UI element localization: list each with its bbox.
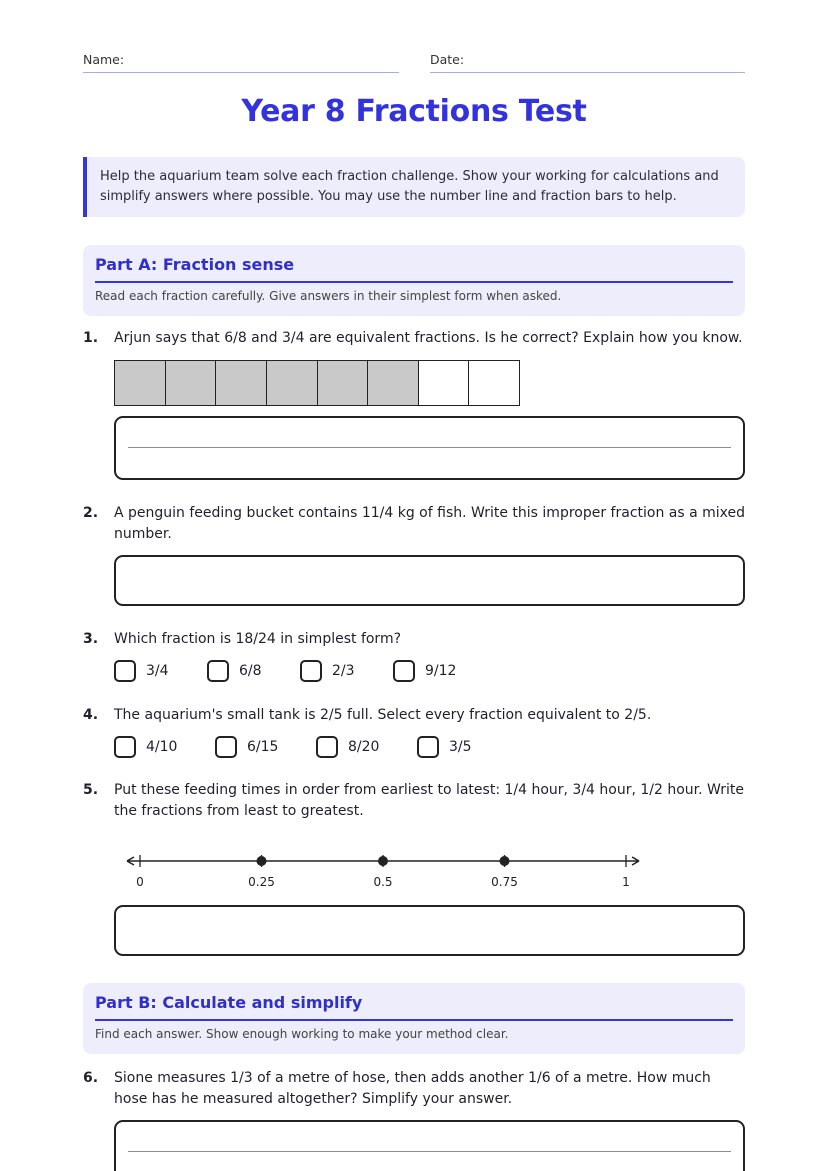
part-b-header [83,983,745,1054]
option[interactable] [215,736,316,758]
answer-box-2[interactable] [114,555,745,606]
page-title: Year 8 Fractions Test [241,94,587,129]
checkbox[interactable] [114,660,136,682]
part-b-note: Find each answer. Show enough working to make your method clear. [95,1027,509,1041]
date-field[interactable] [430,52,745,67]
number-line-point [500,856,510,866]
question-number: 1. [83,330,99,346]
option[interactable] [417,736,518,758]
option-label: 6/8 [239,663,262,679]
name-field[interactable] [83,52,399,67]
fraction-bar [114,360,520,406]
name-label: Name: [83,52,125,67]
number-line-point [257,856,267,866]
question-text: Which fraction is 18/24 in simplest form? [114,631,402,647]
fraction-bar-cell [419,361,470,405]
fraction-bar-cell-shaded [368,361,419,405]
part-a-header [83,245,745,316]
fraction-bar-cell-shaded [318,361,369,405]
answer-box-1[interactable] [114,416,745,480]
part-b-divider [95,1019,733,1021]
number-line [120,850,650,898]
number-line-tick-label: 0.75 [491,875,518,889]
answer-line [128,447,731,448]
option-label: 3/5 [449,739,472,755]
question-number: 6. [83,1070,99,1086]
fraction-bar-cell [469,361,519,405]
part-a-divider [95,281,733,283]
instructions-box: Help the aquarium team solve each fraction challenge. Show your working for calculations and simplify answers where possible. You may use the number line and fraction bars to help. [83,157,745,217]
checkbox[interactable] [417,736,439,758]
checkbox[interactable] [215,736,237,758]
fraction-bar-cell-shaded [267,361,318,405]
question-number: 3. [83,631,99,647]
option-label: 6/15 [247,739,279,755]
checkbox[interactable] [207,660,229,682]
option[interactable] [300,660,393,682]
name-write-line[interactable] [83,72,399,73]
option[interactable] [207,660,300,682]
question-text: Put these feeding times in order from earliest to latest: 1/4 hour, 3/4 hour, 1/2 hour. Write the fractions from least to greatest. [114,782,745,819]
option[interactable] [316,736,417,758]
question-text: The aquarium's small tank is 2/5 full. Select every fraction equivalent to 2/5. [114,707,652,723]
question-text: Arjun says that 6/8 and 3/4 are equivalent fractions. Is he correct? Explain how you know. [114,330,743,346]
part-b-title: Part B: Calculate and simplify [95,993,363,1012]
fraction-bar-cell-shaded [115,361,166,405]
fraction-bar-cell-shaded [216,361,267,405]
option[interactable] [393,660,486,682]
number-line-tick-label: 0.25 [248,875,275,889]
option-label: 4/10 [146,739,178,755]
answer-line [128,1151,731,1152]
fraction-bar-cell-shaded [166,361,217,405]
number-line-point [378,856,388,866]
question-text: A penguin feeding bucket contains 11/4 kg of fish. Write this improper fraction as a mixed number. [114,505,746,542]
option[interactable] [114,660,207,682]
option-label: 3/4 [146,663,169,679]
number-line-tick-label: 0.5 [373,875,393,889]
number-line-tick-label: 0 [136,875,144,889]
question-4-options [114,736,518,758]
option-label: 2/3 [332,663,355,679]
checkbox[interactable] [300,660,322,682]
question-number: 2. [83,505,99,521]
number-line-tick-label: 1 [622,875,630,889]
part-a-title: Part A: Fraction sense [95,255,295,274]
answer-box-5[interactable] [114,905,745,956]
answer-box-6[interactable] [114,1120,745,1171]
option-label: 8/20 [348,739,380,755]
question-3-options [114,660,486,682]
option-label: 9/12 [425,663,457,679]
date-write-line[interactable] [430,72,745,73]
checkbox[interactable] [316,736,338,758]
checkbox[interactable] [114,736,136,758]
checkbox[interactable] [393,660,415,682]
part-a-note: Read each fraction carefully. Give answers in their simplest form when asked. [95,289,562,303]
date-label: Date: [430,52,465,67]
question-text: Sione measures 1/3 of a metre of hose, then adds another 1/6 of a metre. How much hose has he measured altogether? Simplify your answer. [114,1070,711,1107]
option[interactable] [114,736,215,758]
question-number: 5. [83,782,99,798]
question-number: 4. [83,707,99,723]
